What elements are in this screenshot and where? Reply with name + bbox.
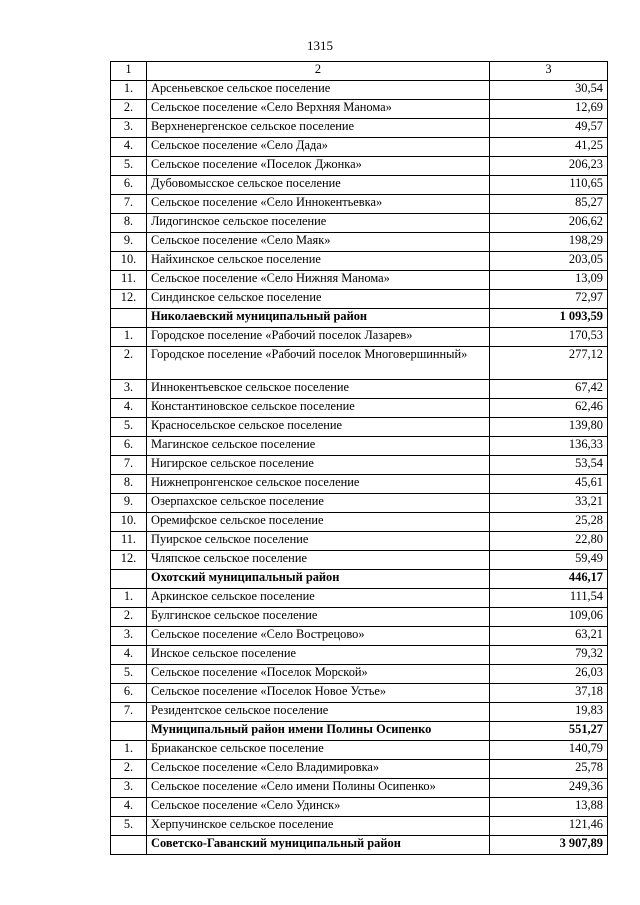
row-number: 9. [111, 233, 147, 252]
table-row [111, 494, 608, 513]
row-number: 10. [111, 252, 147, 271]
row-value: 203,05 [490, 252, 608, 271]
row-number: 1. [111, 328, 147, 347]
row-name: Сельское поселение «Поселок Джонка» [147, 157, 490, 176]
row-name: Сельское поселение «Село Верхняя Манома» [147, 100, 490, 119]
row-name: Дубовомысское сельское поселение [147, 176, 490, 195]
table-row [111, 347, 608, 380]
row-number: 3. [111, 779, 147, 798]
table-row [111, 380, 608, 399]
row-value: 13,09 [490, 271, 608, 290]
row-name: Сельское поселение «Село Дада» [147, 138, 490, 157]
row-number: 8. [111, 214, 147, 233]
row-value: 79,32 [490, 646, 608, 665]
table-row [111, 684, 608, 703]
table-row [111, 233, 608, 252]
row-name: Иннокентьевское сельское поселение [147, 380, 490, 399]
row-value: 206,62 [490, 214, 608, 233]
row-name: Охотский муниципальный район [147, 570, 490, 589]
table-row [111, 100, 608, 119]
row-value: 49,57 [490, 119, 608, 138]
row-name: Херпучинское сельское поселение [147, 817, 490, 836]
row-value: 140,79 [490, 741, 608, 760]
row-number: 5. [111, 157, 147, 176]
row-name: Сельское поселение «Село Владимировка» [147, 760, 490, 779]
row-value: 3 907,89 [490, 836, 608, 855]
row-number: 12. [111, 290, 147, 309]
row-value: 25,28 [490, 513, 608, 532]
column-header-number: 1 [111, 62, 147, 81]
row-value: 37,18 [490, 684, 608, 703]
table-row [111, 817, 608, 836]
row-name: Сельское поселение «Село имени Полины Осипенко» [147, 779, 490, 798]
row-name: Сельское поселение «Село Маяк» [147, 233, 490, 252]
row-name: Резидентское сельское поселение [147, 703, 490, 722]
table-row [111, 608, 608, 627]
row-number: 7. [111, 456, 147, 475]
row-name: Константиновское сельское поселение [147, 399, 490, 418]
table-row [111, 195, 608, 214]
row-name: Сельское поселение «Поселок Новое Устье» [147, 684, 490, 703]
table-row [111, 290, 608, 309]
row-value: 121,46 [490, 817, 608, 836]
table-row [111, 703, 608, 722]
row-value: 26,03 [490, 665, 608, 684]
row-number: 6. [111, 176, 147, 195]
row-number: 2. [111, 760, 147, 779]
row-value: 249,36 [490, 779, 608, 798]
row-number: 11. [111, 271, 147, 290]
row-value: 67,42 [490, 380, 608, 399]
row-number: 4. [111, 646, 147, 665]
row-number: 7. [111, 195, 147, 214]
table-body [111, 81, 608, 855]
row-name: Арсеньевское сельское поселение [147, 81, 490, 100]
row-value: 63,21 [490, 627, 608, 646]
row-number: 5. [111, 817, 147, 836]
row-number: 7. [111, 703, 147, 722]
table-row [111, 271, 608, 290]
row-value: 170,53 [490, 328, 608, 347]
row-number: 4. [111, 138, 147, 157]
row-name: Верхненергенское сельское поселение [147, 119, 490, 138]
row-name: Нигирское сельское поселение [147, 456, 490, 475]
row-number: 5. [111, 418, 147, 437]
table-row [111, 513, 608, 532]
row-number [111, 836, 147, 855]
row-number: 4. [111, 399, 147, 418]
row-name: Сельское поселение «Село Удинск» [147, 798, 490, 817]
row-name: Муниципальный район имени Полины Осипенко [147, 722, 490, 741]
row-value: 72,97 [490, 290, 608, 309]
row-number: 4. [111, 798, 147, 817]
table-row [111, 798, 608, 817]
row-name: Сельское поселение «Село Вострецово» [147, 627, 490, 646]
table-header-row [111, 62, 608, 81]
table-row [111, 157, 608, 176]
row-value: 1 093,59 [490, 309, 608, 328]
row-value: 198,29 [490, 233, 608, 252]
row-number: 2. [111, 347, 147, 380]
row-value: 45,61 [490, 475, 608, 494]
district-row [111, 836, 608, 855]
row-name: Сельское поселение «Поселок Морской» [147, 665, 490, 684]
row-name: Магинское сельское поселение [147, 437, 490, 456]
row-value: 206,23 [490, 157, 608, 176]
district-row [111, 570, 608, 589]
column-header-name: 2 [147, 62, 490, 81]
row-value: 53,54 [490, 456, 608, 475]
row-value: 277,12 [490, 347, 608, 380]
row-value: 59,49 [490, 551, 608, 570]
table-row [111, 760, 608, 779]
table-row [111, 475, 608, 494]
row-number [111, 722, 147, 741]
row-name: Нижнепронгенское сельское поселение [147, 475, 490, 494]
row-name: Городское поселение «Рабочий поселок Лазарев» [147, 328, 490, 347]
table-row [111, 252, 608, 271]
row-number: 11. [111, 532, 147, 551]
row-number: 3. [111, 119, 147, 138]
row-name: Городское поселение «Рабочий поселок Многовершинный» [147, 347, 490, 380]
row-value: 22,80 [490, 532, 608, 551]
page-number: 1315 [307, 38, 333, 53]
district-row [111, 722, 608, 741]
row-number: 3. [111, 627, 147, 646]
table-row [111, 741, 608, 760]
settlements-table [110, 61, 608, 855]
table-row [111, 532, 608, 551]
row-number: 2. [111, 100, 147, 119]
row-value: 13,88 [490, 798, 608, 817]
row-value: 446,17 [490, 570, 608, 589]
row-number: 3. [111, 380, 147, 399]
table-row [111, 328, 608, 347]
table-row [111, 646, 608, 665]
row-name: Булгинское сельское поселение [147, 608, 490, 627]
row-number: 1. [111, 81, 147, 100]
row-value: 12,69 [490, 100, 608, 119]
row-name: Красносельское сельское поселение [147, 418, 490, 437]
row-name: Советско-Гаванский муниципальный район [147, 836, 490, 855]
row-name: Сельское поселение «Село Иннокентьевка» [147, 195, 490, 214]
row-number: 10. [111, 513, 147, 532]
district-row [111, 309, 608, 328]
row-value: 111,54 [490, 589, 608, 608]
row-value: 33,21 [490, 494, 608, 513]
row-value: 25,78 [490, 760, 608, 779]
row-value: 30,54 [490, 81, 608, 100]
row-number [111, 570, 147, 589]
row-value: 551,27 [490, 722, 608, 741]
row-value: 62,46 [490, 399, 608, 418]
row-name: Оремифское сельское поселение [147, 513, 490, 532]
table-row [111, 138, 608, 157]
table-row [111, 399, 608, 418]
table-row [111, 81, 608, 100]
row-value: 41,25 [490, 138, 608, 157]
row-name: Озерпахское сельское поселение [147, 494, 490, 513]
row-name: Аркинское сельское поселение [147, 589, 490, 608]
row-number: 6. [111, 437, 147, 456]
table-row [111, 418, 608, 437]
row-value: 139,80 [490, 418, 608, 437]
row-name: Сельское поселение «Село Нижняя Манома» [147, 271, 490, 290]
table-row [111, 665, 608, 684]
row-value: 109,06 [490, 608, 608, 627]
row-value: 136,33 [490, 437, 608, 456]
table-row [111, 214, 608, 233]
row-name: Николаевский муниципальный район [147, 309, 490, 328]
row-value: 110,65 [490, 176, 608, 195]
row-name: Найхинское сельское поселение [147, 252, 490, 271]
table-row [111, 779, 608, 798]
row-value: 85,27 [490, 195, 608, 214]
row-number: 8. [111, 475, 147, 494]
row-number [111, 309, 147, 328]
row-value: 19,83 [490, 703, 608, 722]
table-row [111, 176, 608, 195]
table-row [111, 437, 608, 456]
row-name: Чляпское сельское поселение [147, 551, 490, 570]
table-row [111, 627, 608, 646]
table-row [111, 551, 608, 570]
column-header-value: 3 [490, 62, 608, 81]
row-name: Лидогинское сельское поселение [147, 214, 490, 233]
row-number: 2. [111, 608, 147, 627]
table-row [111, 119, 608, 138]
row-number: 12. [111, 551, 147, 570]
row-name: Синдинское сельское поселение [147, 290, 490, 309]
table-row [111, 589, 608, 608]
table-row [111, 456, 608, 475]
row-number: 1. [111, 589, 147, 608]
row-number: 9. [111, 494, 147, 513]
row-number: 5. [111, 665, 147, 684]
row-name: Бриаканское сельское поселение [147, 741, 490, 760]
row-number: 1. [111, 741, 147, 760]
row-name: Инское сельское поселение [147, 646, 490, 665]
row-name: Пуирское сельское поселение [147, 532, 490, 551]
row-number: 6. [111, 684, 147, 703]
